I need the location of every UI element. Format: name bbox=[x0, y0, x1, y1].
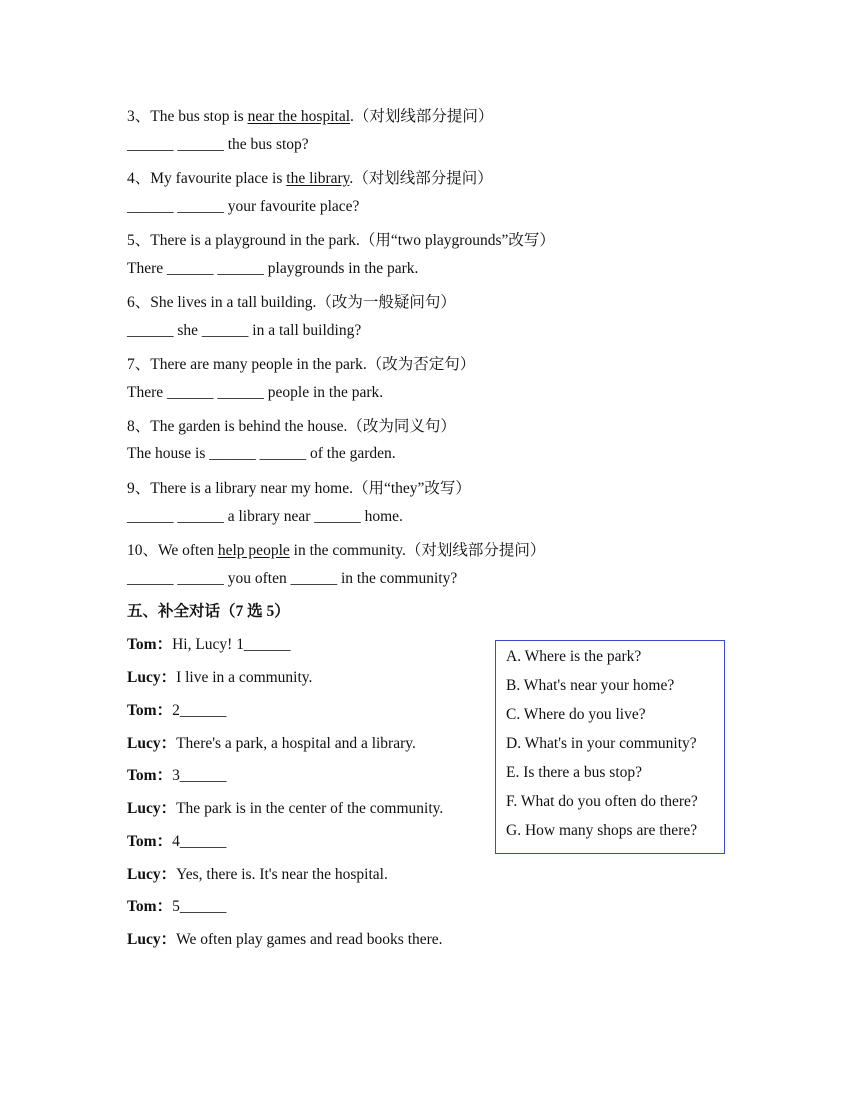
answer-line-5: There ______ ______ playgrounds in the park. bbox=[127, 260, 419, 277]
speaker: Tom： bbox=[127, 636, 173, 653]
answer-line-4: ______ ______ your favourite place? bbox=[127, 198, 360, 215]
question-8 bbox=[127, 414, 456, 436]
dialogue-text: Yes, there is. It's near the hospital. bbox=[176, 866, 388, 883]
answer-line-7: There ______ ______ people in the park. bbox=[127, 384, 384, 401]
question-7 bbox=[127, 352, 475, 374]
question-text: 、My favourite place is bbox=[134, 170, 287, 187]
dialogue-line-10 bbox=[127, 927, 443, 949]
underlined-part: near the hospital bbox=[247, 108, 351, 125]
speaker: Tom： bbox=[127, 898, 173, 915]
dialogue-line-9 bbox=[127, 894, 226, 916]
dialogue-line-3 bbox=[127, 698, 226, 720]
dialogue-line-4 bbox=[127, 731, 416, 753]
dialogue-text: We often play games and read books there. bbox=[176, 931, 443, 948]
dialogue-line-5 bbox=[127, 763, 226, 785]
question-10 bbox=[127, 538, 545, 560]
question-number: 4 bbox=[127, 170, 135, 187]
dialogue-text: The park is in the center of the community. bbox=[176, 800, 444, 817]
dialogue-text: 5______ bbox=[172, 898, 227, 915]
question-text: 、There is a library near my home.（用“they”改写） bbox=[134, 480, 471, 497]
question-text: 、There are many people in the park.（改为否定句） bbox=[134, 356, 476, 373]
dialogue-text: Hi, Lucy! 1______ bbox=[172, 636, 291, 653]
question-text: 、We often bbox=[142, 542, 218, 559]
question-number: 6 bbox=[127, 294, 135, 311]
question-3 bbox=[127, 104, 493, 126]
dialogue-line-8 bbox=[127, 862, 388, 884]
question-9 bbox=[127, 476, 471, 498]
speaker: Tom： bbox=[127, 702, 173, 719]
speaker: Lucy： bbox=[127, 866, 177, 883]
speaker: Tom： bbox=[127, 767, 173, 784]
question-text: 、There is a playground in the park.（用“two playgrounds”改写） bbox=[134, 232, 555, 249]
option-g: G. How many shops are there? bbox=[506, 822, 698, 839]
speaker: Tom： bbox=[127, 833, 173, 850]
option-b: B. What's near your home? bbox=[506, 677, 675, 694]
dialogue-line-1 bbox=[127, 632, 290, 654]
question-number: 3 bbox=[127, 108, 135, 125]
question-text: 、The bus stop is bbox=[134, 108, 248, 125]
dialogue-line-7 bbox=[127, 829, 226, 851]
underlined-part: the library bbox=[286, 170, 350, 187]
underlined-part: help people bbox=[217, 542, 290, 559]
question-instruction: in the community.（对划线部分提问） bbox=[289, 542, 546, 559]
answer-line-9: ______ ______ a library near ______ home. bbox=[127, 508, 403, 525]
question-number: 10 bbox=[127, 542, 143, 559]
question-5 bbox=[127, 228, 555, 250]
dialogue-text: There's a park, a hospital and a library. bbox=[176, 735, 416, 752]
speaker: Lucy： bbox=[127, 669, 177, 686]
option-a: A. Where is the park? bbox=[506, 648, 642, 665]
answer-line-3: ______ ______ the bus stop? bbox=[127, 136, 309, 153]
question-number: 9 bbox=[127, 480, 135, 497]
dialogue-line-2 bbox=[127, 665, 312, 687]
question-number: 8 bbox=[127, 418, 135, 435]
option-d: D. What's in your community? bbox=[506, 735, 697, 752]
speaker: Lucy： bbox=[127, 800, 177, 817]
options-box bbox=[495, 640, 725, 854]
option-f: F. What do you often do there? bbox=[506, 793, 698, 810]
speaker: Lucy： bbox=[127, 931, 177, 948]
dialogue-line-6 bbox=[127, 796, 443, 818]
option-c: C. Where do you live? bbox=[506, 706, 646, 723]
answer-line-10: ______ ______ you often ______ in the community? bbox=[127, 570, 458, 587]
question-number: 5 bbox=[127, 232, 135, 249]
dialogue-text: I live in a community. bbox=[176, 669, 313, 686]
speaker: Lucy： bbox=[127, 735, 177, 752]
dialogue-text: 3______ bbox=[172, 767, 227, 784]
question-instruction: .（对划线部分提问） bbox=[350, 108, 494, 125]
section-title: 五、补全对话（7 选 5） bbox=[127, 603, 290, 620]
question-number: 7 bbox=[127, 356, 135, 373]
option-e: E. Is there a bus stop? bbox=[506, 764, 643, 781]
question-4 bbox=[127, 166, 493, 188]
question-text: 、She lives in a tall building.（改为一般疑问句） bbox=[134, 294, 456, 311]
question-instruction: .（对划线部分提问） bbox=[349, 170, 493, 187]
answer-line-8: The house is ______ ______ of the garden. bbox=[127, 445, 396, 462]
answer-line-6: ______ she ______ in a tall building? bbox=[127, 322, 362, 339]
dialogue-text: 4______ bbox=[172, 833, 227, 850]
question-6 bbox=[127, 290, 456, 312]
question-text: 、The garden is behind the house.（改为同义句） bbox=[134, 418, 456, 435]
dialogue-text: 2______ bbox=[172, 702, 227, 719]
